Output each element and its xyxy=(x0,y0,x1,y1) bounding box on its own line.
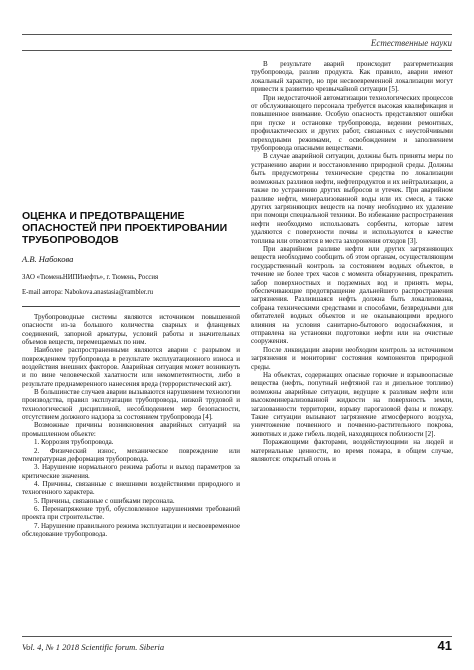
paragraph: В большинстве случаев аварии вызываются нарушением технологии производства, правил эксплуатации трубопровода, низкой трудовой и технологической дисциплиной, несоблюдением мер безопасности, отсутствием должного надзора за состоянием трубопровода [4]. xyxy=(22,388,240,422)
paragraph: Наиболее распространенными являются аварии с разрывом и повреждением трубопровода в результате эксплуатационного износа и воздействия внешних факторов. Аварийная ситуация может возникнуть и по вине человеческой халатности или некомпетентности, либо в результате преднамеренного нанесения вреда (террористический акт). xyxy=(22,346,240,388)
article-title: ОЦЕНКА И ПРЕДОТВРАЩЕНИЕ ОПАСНОСТЕЙ ПРИ ПРОЕКТИРОВАНИИ ТРУБОПРОВОДОВ xyxy=(22,210,228,246)
list-item: 7. Нарушение правильного режима эксплуатации и несвоевременное обследование трубопровода. xyxy=(22,521,240,538)
journal-footer: Vol. 4, № 1 2018 Scientific forum. Siberia xyxy=(22,642,165,652)
paragraph: В результате аварий происходит разгерметизация трубопровода, разлив продукта. Как правило, аварии имеют локальный характер, но при несвоевременной локализации могут привести к развитию чрезвычайной ситуации [5]. xyxy=(251,60,453,94)
paragraph: При аварийном разливе нефти или других загрязняющих веществ необходимо сообщить об этом органам, осуществляющим государственный контроль за состоянием водных объектов, в течение не более трех часов с момента обнаружения, прекратить забор поверхностных и подземных вод и принять меры, обеспечивающие предотвращение дальнейшего распространения загрязнения. Разлившаяся нефть должна быть локализована, собрана техническими средствами и способами, безвредными для обитателей водных объектов и не оказывающими вредного влияния на условия санитарно-бытового водоснабжения, и отправлена на установки подготовки нефти или на очистные сооружения. xyxy=(251,244,453,346)
paragraph: При недостаточной автоматизации технологических процессов от обслуживающего персонала требуется высокая квалификация и повышенное внимание. Особую опасность представляют ошибки при пуске и остановке трубопровода, ведении ремонтных, профилактических и других работ, связанных с неустойчивыми переходными режимами, с освобождением и заполнением трубопровода опасными веществами. xyxy=(251,93,453,153)
page-number: 41 xyxy=(437,638,452,653)
section-label: Естественные науки xyxy=(370,38,452,48)
paragraph: Возможные причины возникновения аварийных ситуаций на промышленном объекте: xyxy=(22,421,240,438)
list-item: 1. Коррозия трубопровода. xyxy=(34,438,114,447)
paragraph: В случае аварийной ситуации, должны быть приняты меры по устранению аварии и восстановлению природной среды. Должны быть предусмотрены технические средства по локализации возможных разливов нефти, нефтепродуктов и их нейтрализации, а также по устранению других выбросов и утечек. При аварийном разливе нефти, минерализованной воды или их смеси, а также других загрязняющих веществ на почву необходимо их удаление при помощи специальной техники. Во избежание распространения нефти необходимо использовать сорбенты, которые затем удаляются с поверхности почвы и используются в качестве топлива или отвозятся в места захоронения отходов [3]. xyxy=(251,152,453,245)
author-affiliation: ЗАО «ТюменьНИПИнефть», г. Тюмень, Россия xyxy=(22,274,159,281)
paragraph: Трубопроводные системы являются источником повышенной опасности из-за большого количества сварных и фланцевых соединений, запорной арматуры, условий работы и значительных объемов веществ, перемещаемых по ним. xyxy=(22,313,240,347)
title-divider xyxy=(22,306,240,307)
left-column xyxy=(22,313,240,538)
list-item: 6. Перенапряжение труб, обусловленное нарушениями требований проекта при строительстве. xyxy=(22,504,240,522)
paragraph: Поражающими факторами, воздействующими на людей и материальные ценности, во время пожара, в общем случае, являются: открытый огонь и xyxy=(251,438,453,464)
footer-rule xyxy=(22,636,452,637)
list-item: 2. Физический износ, механическое повреждение или температурная деформация трубопровода. xyxy=(22,446,240,463)
header-rule-top xyxy=(22,34,452,35)
header-rule-bottom xyxy=(22,50,452,51)
list-item: 4. Причины, связанные с внешними воздействиями природного и техногенного характера. xyxy=(22,479,240,497)
right-column xyxy=(251,60,453,464)
list-item: 5. Причины, связанные с ошибками персонала. xyxy=(34,496,175,505)
paragraph: На объектах, содержащих опасные горючие и взрывоопасные вещества (нефть, попутный нефтяной газ и дизельное топливо) возможны аварийные ситуации, ведущие к разливам нефти или высокоминерализованной жидкости на поверхность земли, загазованности территории, взрыву парогазовой фазы и пожару. Такие ситуации вызывают загрязнение атмосферного воздуха, уничтожение почвенного и почвенно-растительного покрова, животных и даже гибель людей, находящихся поблизости [2]. xyxy=(251,371,453,438)
paragraph: После ликвидации аварии необходим контроль за источником загрязнения и мониторинг состояния компонентов природной среды. xyxy=(251,345,453,371)
author-email: E-mail автора: Nabokova.anastasia@rambler.ru xyxy=(22,289,154,296)
list-item: 3. Нарушение нормального режима работы и выход параметров за критические значения. xyxy=(22,463,240,480)
article-author: А.В. Набокова xyxy=(22,254,74,264)
